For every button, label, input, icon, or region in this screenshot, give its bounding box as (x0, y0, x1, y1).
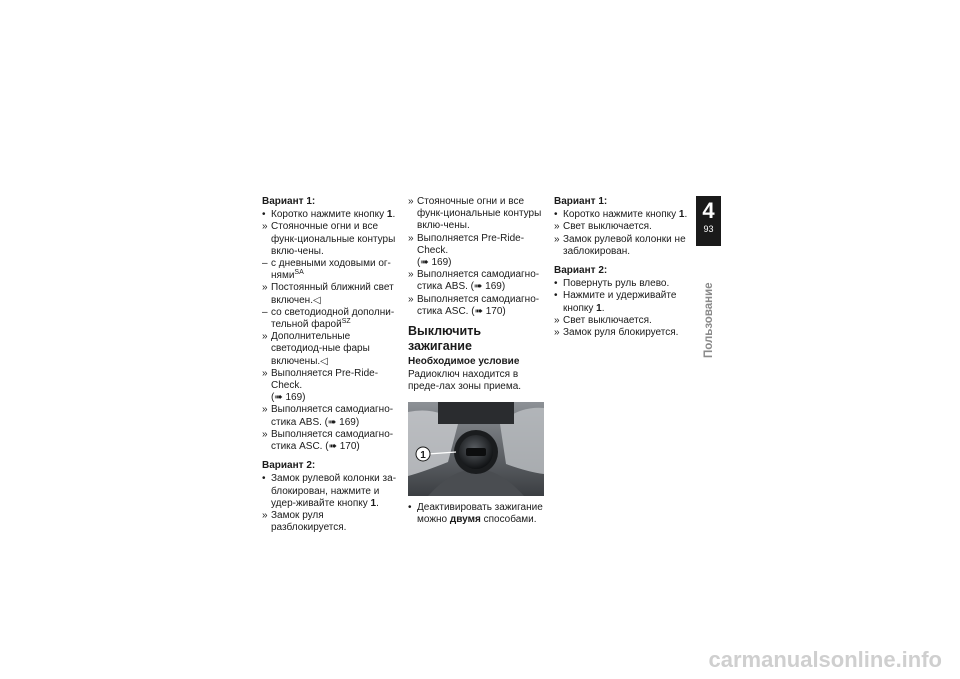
column-3 (554, 196, 694, 339)
ignition-photo-illustration (408, 402, 544, 496)
column-2 (408, 196, 546, 526)
list-item: – со светодиодной дополни-тельной фарой$^{SZ}$ (262, 306, 395, 331)
list-item: » Выполняется самодиагно-стика ABS. (➠ 169) (408, 269, 540, 293)
list-item: • Деактивировать зажигание можно двумя способами. (408, 501, 543, 525)
variant-2-heading: Вариант 2: (554, 265, 608, 277)
list-item: • Нажмите и удерживайте кнопку 1. (554, 290, 677, 314)
list-item: » Выполняется Pre-Ride-Check. (➠ 169) (262, 367, 379, 404)
watermark-footer: carmanualsonline.info (708, 647, 942, 672)
page-reference: ➠ 170) (474, 305, 506, 317)
list-item: » Выполняется Pre-Ride-Check. (➠ 169) (408, 232, 525, 269)
list-item: » Выполняется самодиагно-стика ASC. (➠ 170) (262, 428, 394, 453)
page-number: 93 (703, 224, 714, 234)
section-title: Выключить зажигание (408, 324, 481, 354)
list-item: » Выполняется самодиагно-стика ASC. (➠ 170) (408, 293, 540, 317)
ignition-switch-photo (408, 402, 544, 496)
variant-2-heading: Вариант 2: (262, 460, 316, 472)
page-reference: ➠ 169) (328, 416, 360, 428)
variant-1-heading: Вариант 1: (262, 196, 316, 207)
callout-number: 1 (420, 449, 426, 461)
list-item: • Коротко нажмите кнопку 1. (262, 209, 396, 221)
chapter-side-label: Пользование (703, 282, 715, 358)
list-item: » Замок руля разблокируется. (262, 510, 347, 534)
chapter-number: 4 (702, 198, 715, 223)
page-reference: (➠ 169) (417, 257, 452, 269)
subsection-title: Необходимое условие (408, 356, 520, 368)
chapter-tab (696, 196, 721, 246)
list-item: – с дневными ходовыми ог-нями$^{SA}$ (262, 258, 391, 282)
list-item: • Замок рулевой колонки за-блокирован, нажмите и удер-живайте кнопку 1. (262, 473, 397, 509)
page-reference: (➠ 169) (271, 392, 306, 404)
condition-text: Радиоключ находится в преде-лах зоны приема. (408, 369, 522, 393)
list-item: » Стояночные огни и все функ-циональные контуры вклю-чены. (262, 221, 396, 257)
list-item: • Коротко нажмите кнопку 1. (554, 209, 688, 221)
column-1 (262, 196, 398, 534)
list-item: » Стояночные огни и все функ-циональные контуры вклю-чены. (408, 196, 542, 232)
list-item: » Выполняется самодиагно-стика ABS. (➠ 169) (262, 404, 394, 428)
dashboard-top (438, 402, 514, 424)
page-reference: ➠ 170) (328, 441, 360, 453)
variant-1-heading: Вариант 1: (554, 196, 608, 207)
list-item: » Свет выключается. (554, 221, 652, 233)
list-item: • Повернуть руль влево. (554, 278, 670, 290)
page-reference: ➠ 169) (474, 281, 506, 293)
list-item: » Дополнительные светодиод-ные фары включены.◁ (262, 331, 370, 367)
list-item: » Постоянный ближний свет включен.◁ (262, 282, 394, 306)
list-item: » Свет выключается. (554, 314, 652, 326)
list-item: » Замок рулевой колонки не заблокирован. (554, 233, 686, 257)
list-item: » Замок руля блокируется. (554, 327, 679, 339)
knob-grip (466, 448, 486, 456)
